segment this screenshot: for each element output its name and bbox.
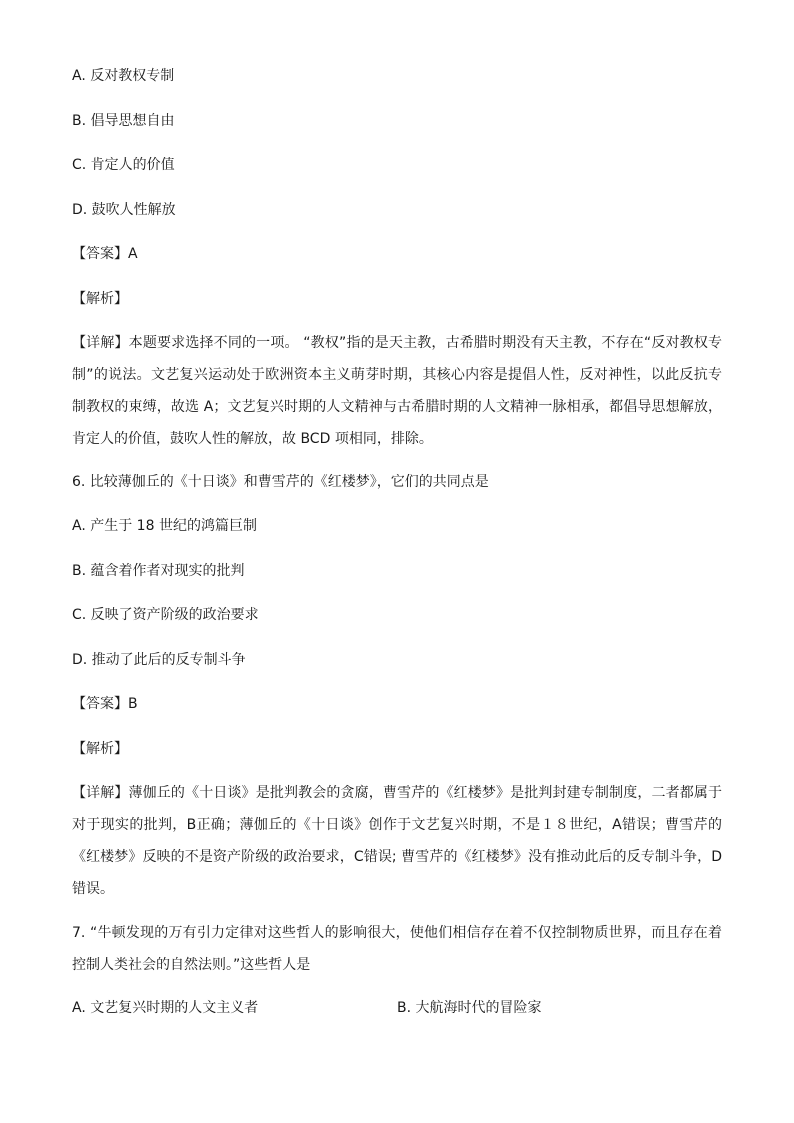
q6-stem: 6. 比较薄伽丘的《十日谈》和曹雪芹的《红楼梦》，它们的共同点是 [72, 474, 489, 490]
q6-option-a: A. 产生于 18 世纪的鸿篇巨制 [72, 518, 257, 534]
q7-option-b: B. 大航海时代的冒险家 [397, 1000, 542, 1016]
q6-answer: 【答案】B [72, 696, 138, 712]
q5-answer: 【答案】A [72, 246, 138, 262]
q6-detail: 【详解】薄伽丘的《十日谈》是批判教会的贪腐，曹雪芹的《红楼梦》是批判封建专制制度，二者都属于对于现实的批判，B正确；薄伽丘的《十日谈》创作于文艺复兴时期，不是１８世纪，A错误；曹雪芹的《红楼梦》反映的不是资产阶级的政治要求，C错误; 曹雪芹的《红楼梦》没有推动此后的反专制斗争，D错误。 [72, 785, 722, 897]
q6-analysis-label: 【解析】 [72, 741, 128, 757]
q7-stem: 7. “牛顿发现的万有引力定律对这些哲人的影响很大，使他们相信存在着不仅控制物质世界，而且存在着控制人类社会的自然法则。”这些哲人是 [72, 925, 722, 973]
q7-option-a: A. 文艺复兴时期的人文主义者 [72, 1000, 259, 1016]
q5-detail: 【详解】本题要求选择不同的一项。 “教权”指的是天主教，古希腊时期没有天主教，不存在“反对教权专制”的说法。文艺复兴运动处于欧洲资本主义萌芽时期，其核心内容是提倡人性，反对神性，以此反抗专制教权的束缚，故选 A；文艺复兴时期的人文精神与古希腊时期的人文精神一脉相承，都倡导思想解放，肯定人的价值，鼓吹人性的解放，故 BCD 项相同，排除。 [72, 335, 722, 447]
q5-option-b: B. 倡导思想自由 [72, 113, 175, 129]
q6-option-b: B. 蕴含着作者对现实的批判 [72, 563, 245, 579]
q5-option-c: C. 肯定人的价值 [72, 157, 175, 173]
q6-option-c: C. 反映了资产阶级的政治要求 [72, 607, 259, 623]
q5-option-d: D. 鼓吹人性解放 [72, 202, 176, 218]
q6-option-d: D. 推动了此后的反专制斗争 [72, 652, 246, 668]
q5-analysis-label: 【解析】 [72, 291, 128, 307]
q5-option-a: A. 反对教权专制 [72, 68, 175, 84]
